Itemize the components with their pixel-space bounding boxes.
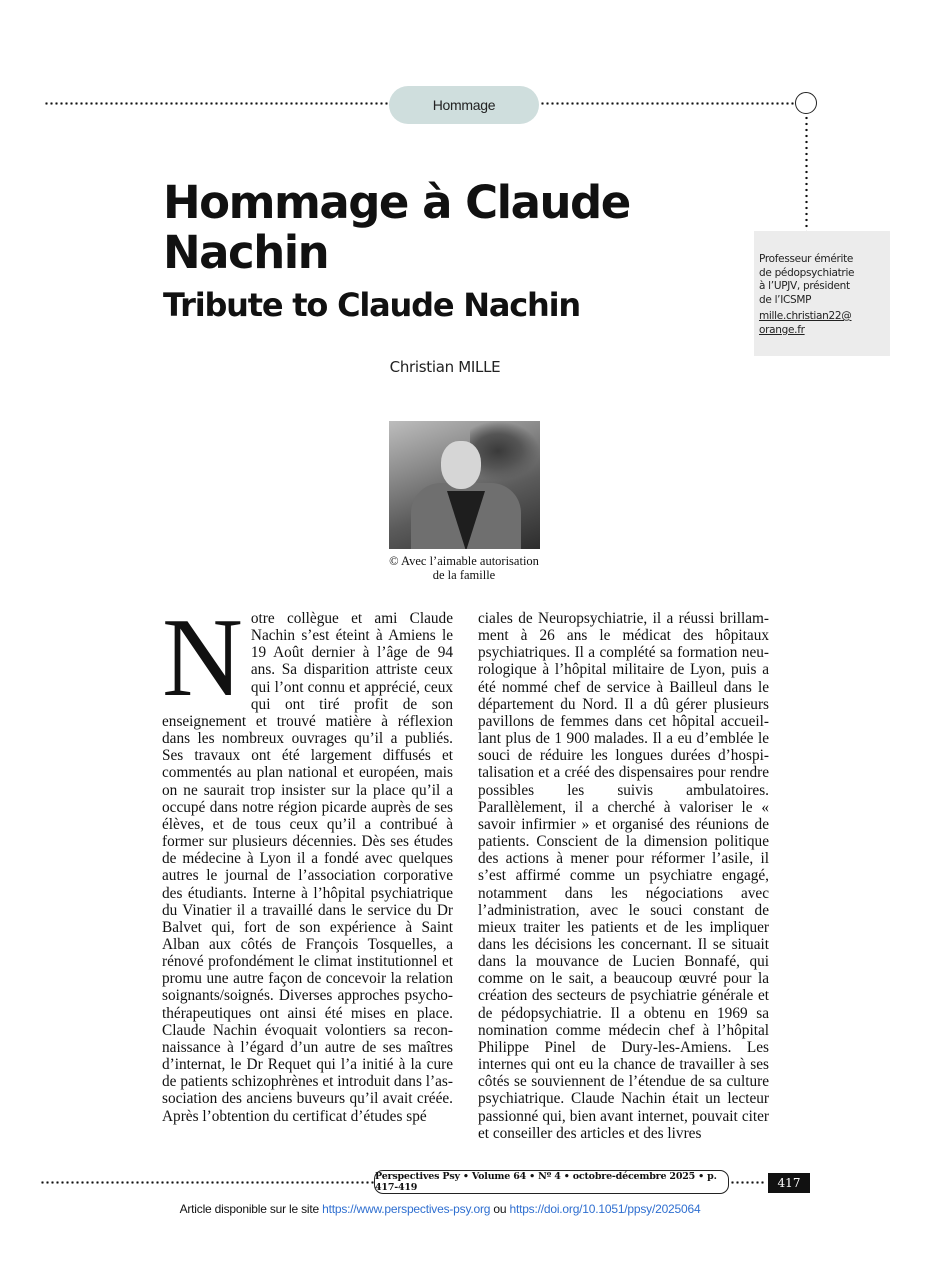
availability-connector: ou (490, 1202, 510, 1216)
caption-line-2: de la famille (432, 568, 496, 582)
affiliation-line: à l’UPJV, président (759, 280, 850, 292)
vertical-dotted-rule (805, 115, 808, 231)
affiliation-line: de pédopsychiatrie (759, 266, 855, 279)
circle-ornament-icon (795, 92, 817, 114)
doi-link[interactable]: https://doi.org/10.1051/ppsy/2025064 (509, 1202, 701, 1216)
portrait-photo (389, 421, 540, 549)
body-column-right (478, 610, 769, 1142)
affiliation-line: Professeur émérite (759, 253, 854, 265)
header-dotted-rule-right (540, 102, 795, 105)
footer-dotted-rule-right (730, 1181, 766, 1184)
page-number: 417 (768, 1173, 810, 1193)
body-text-left: otre collègue et ami Claude Nachin s’est éteint à Amiens le 19 Août dernier à l’âge de 94 ans. Sa disparition attriste ceux qui l’ont connu et apprécié, ceux qui ont tiré profit de son enseignement et trouvé matière à réflexion dans les nombreux ouvrages qu’il a publiés. Ses travaux ont été largement diffusés et commentés au plan national et européen, mais on ne saurait trop insister sur la place qu’il a occupé dans notre région picarde auprès de ses élèves, et de tous ceux qu’il a contribué à former sur plusieurs décennies. Dès ses études de médecine à Lyon il a fondé avec quelques autres le journal de l’association corporative des étudiants. Interne à l’hôpital psychiatrique du Vinatier il a travaillé dans le service du Dr Balvet qui, fort de son expérience à Saint Alban aux côtés de François Tosquelles, a rénové profondément le climat institutionnel et promu une autre façon de concevoir la relation soignants/soignés. Diverses approches psychothérapeutiques ont ainsi été mises en place. Claude Nachin évoquait volontiers sa reconnaissance à l’égard d’un autre de ses maîtres d’internat, le Dr Requet qui l’a initié à la cure de patients schizophrènes et introduit dans l’association des anciens buveurs qu’il avait créée. Après l’obtention du certificat d’études spé (162, 610, 453, 1125)
section-label (389, 86, 539, 124)
journal-citation-text: Perspectives Psy • Volume 64 • Nº 4 • octobre-décembre 2025 • p. 417-419 (375, 1171, 717, 1193)
photo-background-plants (470, 421, 540, 481)
body-text-right: ciales de Neuropsychiatrie, il a réussi brillamment à 26 ans le médicat des hôpitaux psychiatriques. Il a complété sa formation neurologique à l’hôpital militaire de Lyon, puis a été nommé chef de service à Bailleul dans le département du Nord. Il a dû gérer plusieurs pavillons de femmes dans cet hôpital accueillant plus de 1 900 malades. Il a eu d’emblée le souci de réduire les longues durées d’hospitalisation et a créé des dispensaires pour rendre possibles les suivis ambulatoires. Parallèlement, il a cherché à valoriser le « savoir infirmier » et organisé des réunions de patients. Conscient de la dimension politique des actions à mener pour réformer l’asile, il s’est affirmé comme un psychiatre engagé, notamment dans les négociations avec l’administration, avec le souci constant de mieux traiter les patients et de les impliquer dans les décisions les concernant. Il se situait dans la mouvance de Lucien Bonnafé, qui comme on le sait, a beaucoup œuvré pour la création des secteurs de psychiatrie générale et de pédopsychiatrie. Il a obtenu en 1969 sa nomination comme médecin chef à l’hôpital Philippe Pinel de Dury-les-Amiens. Les internes qui ont eu la chance de travailler à ses côtés se souviennent de l’étendue de sa culture psychiatrique. Claude Nachin était un lecteur passionné qui, bien avant internet, pouvait citer et conseiller des articles et des livres (478, 610, 769, 1142)
photo-face (441, 441, 481, 489)
journal-citation (374, 1170, 729, 1194)
body-column-left (162, 596, 453, 1125)
author-affiliation-box (754, 231, 890, 356)
drop-cap: N (162, 596, 243, 720)
availability-note (0, 1202, 880, 1216)
caption-line-1: © Avec l’aimable autorisation (389, 554, 539, 568)
availability-prefix: Article disponible sur le site (179, 1202, 323, 1216)
affiliation-line: de l’ICSMP (759, 293, 812, 306)
section-label-text: Hommage (432, 97, 496, 113)
email-line-2: orange.fr (759, 323, 805, 336)
email-line-1: mille.christian22@ (759, 310, 852, 322)
author-name: Christian MILLE (389, 358, 501, 376)
header-dotted-rule-left (44, 102, 389, 105)
article-title: Hommage à Claude Nachin (163, 176, 630, 279)
author-email-link[interactable] (759, 310, 890, 337)
footer-dotted-rule-left (40, 1181, 374, 1184)
photo-caption (364, 554, 564, 582)
article-subtitle: Tribute to Claude Nachin (163, 286, 580, 324)
journal-site-link[interactable]: https://www.perspectives-psy.org (322, 1202, 491, 1216)
